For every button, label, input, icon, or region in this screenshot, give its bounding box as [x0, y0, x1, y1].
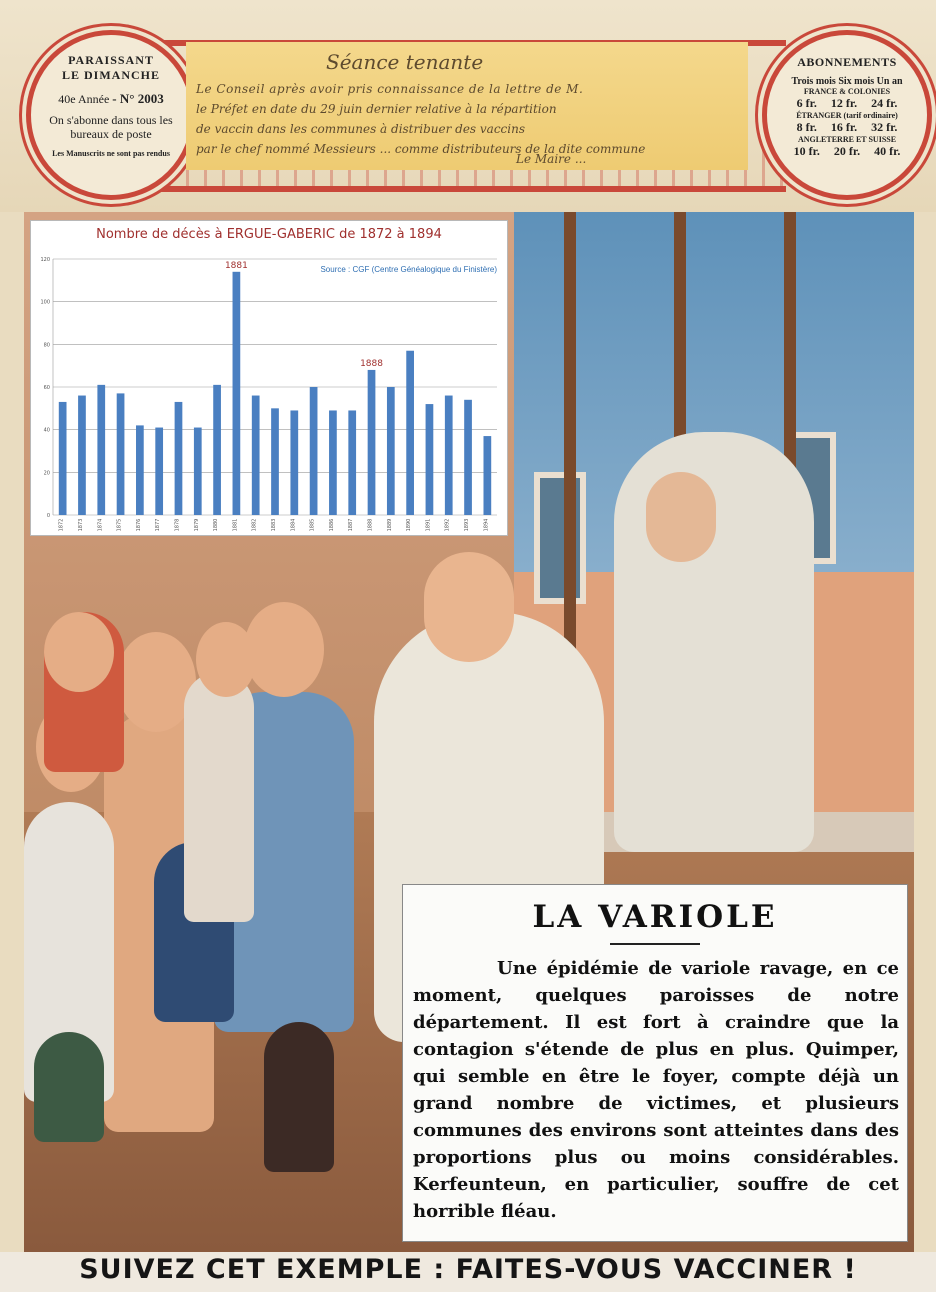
- price: 12 fr.: [830, 96, 858, 110]
- clipping-body: [403, 955, 907, 1225]
- price: 40 fr.: [874, 144, 901, 158]
- prices-uk-switzerland: [767, 144, 927, 159]
- x-tick-label: 1877: [155, 518, 162, 532]
- annotation-1881: 1881: [224, 260, 248, 271]
- x-tick-label: 1879: [193, 518, 200, 532]
- boy-head: [44, 612, 114, 692]
- year-label: 40e Année: [58, 92, 110, 106]
- price: 24 fr.: [871, 96, 898, 110]
- price: 16 fr.: [830, 120, 858, 134]
- x-tick-label: 1886: [328, 518, 335, 532]
- bar-1894: [483, 436, 491, 515]
- nurse-face: [646, 472, 716, 562]
- annotation-1888: 1888: [360, 358, 383, 369]
- boy-figure: [184, 672, 254, 922]
- boy-head: [196, 622, 256, 697]
- publication-medallion: [26, 30, 196, 200]
- x-tick-label: 1894: [483, 518, 490, 532]
- manuscript-heading: Séance tenante: [326, 50, 484, 74]
- x-tick-label: 1889: [386, 518, 393, 532]
- bar-1881: [233, 272, 241, 515]
- price: 20 fr.: [833, 144, 861, 158]
- chart-source: Source : CGF (Centre Généalogique du Finistère): [320, 265, 497, 274]
- subscription-periods: Trois mois Six mois Un an: [791, 76, 903, 87]
- x-tick-label: 1873: [77, 518, 84, 532]
- x-tick-label: 1888: [367, 518, 374, 532]
- medallion-line-2: LE DIMANCHE: [61, 68, 160, 82]
- y-tick-label: 60: [43, 385, 50, 391]
- bar-1887: [348, 410, 356, 515]
- bar-1893: [464, 400, 472, 515]
- subscribe-note: On s'abonne dans tous les bureaux de poste: [49, 113, 173, 141]
- y-tick-label: 40: [43, 427, 50, 434]
- bar-1883: [271, 408, 279, 515]
- x-tick-label: 1887: [348, 518, 355, 532]
- bar-1879: [194, 428, 202, 515]
- x-tick-label: 1892: [444, 518, 451, 532]
- price: 8 fr.: [796, 120, 817, 134]
- bar-1885: [310, 387, 318, 515]
- zone-france: FRANCE & COLONIES: [803, 87, 891, 96]
- caption: SUIVEZ CET EXEMPLE : FAITES-VOUS VACCINER !: [79, 1254, 857, 1285]
- manuscript-signature: Le Maire ...: [516, 152, 587, 166]
- bar-1877: [155, 428, 163, 515]
- x-tick-label: 1890: [406, 518, 413, 532]
- bar-1878: [175, 402, 183, 515]
- bar-1882: [252, 396, 260, 515]
- caption-band: [0, 1252, 936, 1292]
- deaths-bar-chart: [30, 220, 508, 536]
- prices-foreign: [767, 120, 927, 135]
- boy-head: [244, 602, 324, 697]
- manuscript-line: de vaccin dans les communes à distribuer des vaccins: [196, 122, 525, 136]
- x-tick-label: 1878: [174, 518, 181, 532]
- masthead: [0, 0, 936, 212]
- bar-1873: [78, 396, 86, 515]
- y-tick-label: 20: [43, 470, 50, 477]
- price: 10 fr.: [793, 144, 820, 158]
- x-tick-label: 1876: [135, 518, 142, 532]
- clipping-text: Une épidémie de variole ravage, en ce moment, quelques paroisses de notre département. Il est fort à craindre que la contagion s'étende de plus en plus. Quimper, qui semble en être le foyer, compte déjà un grand nombre de victimes, et plusieurs communes des environs sont atteintes dans des proportions plus ou moins considérables. Kerfeunteun, en particulier, souffre de cet horrible fléau.: [413, 958, 899, 1222]
- issue-number: [31, 91, 191, 107]
- bar-1875: [117, 393, 125, 515]
- chart-plot: [31, 221, 507, 535]
- zone-uk-switzerland: ANGLETERRE ET SUISSE: [797, 135, 897, 144]
- x-tick-label: 1874: [97, 518, 104, 532]
- price: 32 fr.: [871, 120, 898, 134]
- title-rule: [610, 943, 700, 945]
- subscription-title: ABONNEMENTS: [797, 55, 897, 69]
- price: 6 fr.: [796, 96, 817, 110]
- y-tick-label: 100: [40, 299, 50, 306]
- doctor-head: [424, 552, 514, 662]
- x-tick-label: 1882: [251, 518, 258, 532]
- handwritten-record: [186, 42, 748, 170]
- manuscripts-note: Les Manuscrits ne sont pas rendus: [52, 149, 170, 158]
- bar-1890: [406, 351, 414, 515]
- x-tick-label: 1881: [232, 518, 239, 532]
- bar-1874: [97, 385, 105, 515]
- y-tick-label: 0: [46, 513, 50, 519]
- x-tick-label: 1884: [290, 518, 297, 532]
- x-tick-label: 1885: [309, 518, 316, 532]
- prices-france: [767, 96, 927, 111]
- bar-1889: [387, 387, 395, 515]
- x-tick-label: 1880: [213, 518, 220, 532]
- chart-title: Nombre de décès à ERGUE-GABERIC de 1872 à 1894: [96, 227, 442, 242]
- newspaper-clipping: [402, 884, 908, 1242]
- issue-label: - N° 2003: [112, 91, 164, 106]
- bar-1886: [329, 410, 337, 515]
- bar-1891: [426, 404, 434, 515]
- building-window: [534, 472, 586, 604]
- subscription-medallion: [762, 30, 932, 200]
- x-tick-label: 1891: [425, 518, 432, 532]
- bar-1892: [445, 396, 453, 515]
- zone-foreign: ÉTRANGER (tarif ordinaire): [796, 111, 898, 120]
- manuscript-line: Le Conseil après avoir pris connaissance de la lettre de M.: [196, 82, 584, 96]
- x-tick-label: 1893: [464, 518, 471, 532]
- bar-1872: [59, 402, 67, 515]
- x-tick-label: 1883: [271, 518, 277, 532]
- clipping-title: LA VARIOLE: [532, 899, 778, 935]
- y-tick-label: 80: [43, 342, 50, 349]
- y-tick-label: 120: [40, 257, 50, 263]
- manuscript-line: par le chef nommé Messieurs ... comme distributeurs de la dite commune: [196, 142, 646, 156]
- boy-shorts: [264, 1022, 334, 1172]
- manuscript-line: le Préfet en date du 29 juin dernier relative à la répartition: [196, 102, 557, 116]
- bar-1884: [290, 410, 298, 515]
- bar-1888: [368, 370, 376, 515]
- medallion-line-1: PARAISSANT: [68, 53, 154, 67]
- bar-1880: [213, 385, 221, 515]
- x-tick-label: 1875: [116, 518, 123, 532]
- boy-shorts: [34, 1032, 104, 1142]
- x-tick-label: 1872: [58, 518, 65, 532]
- bar-1876: [136, 425, 144, 515]
